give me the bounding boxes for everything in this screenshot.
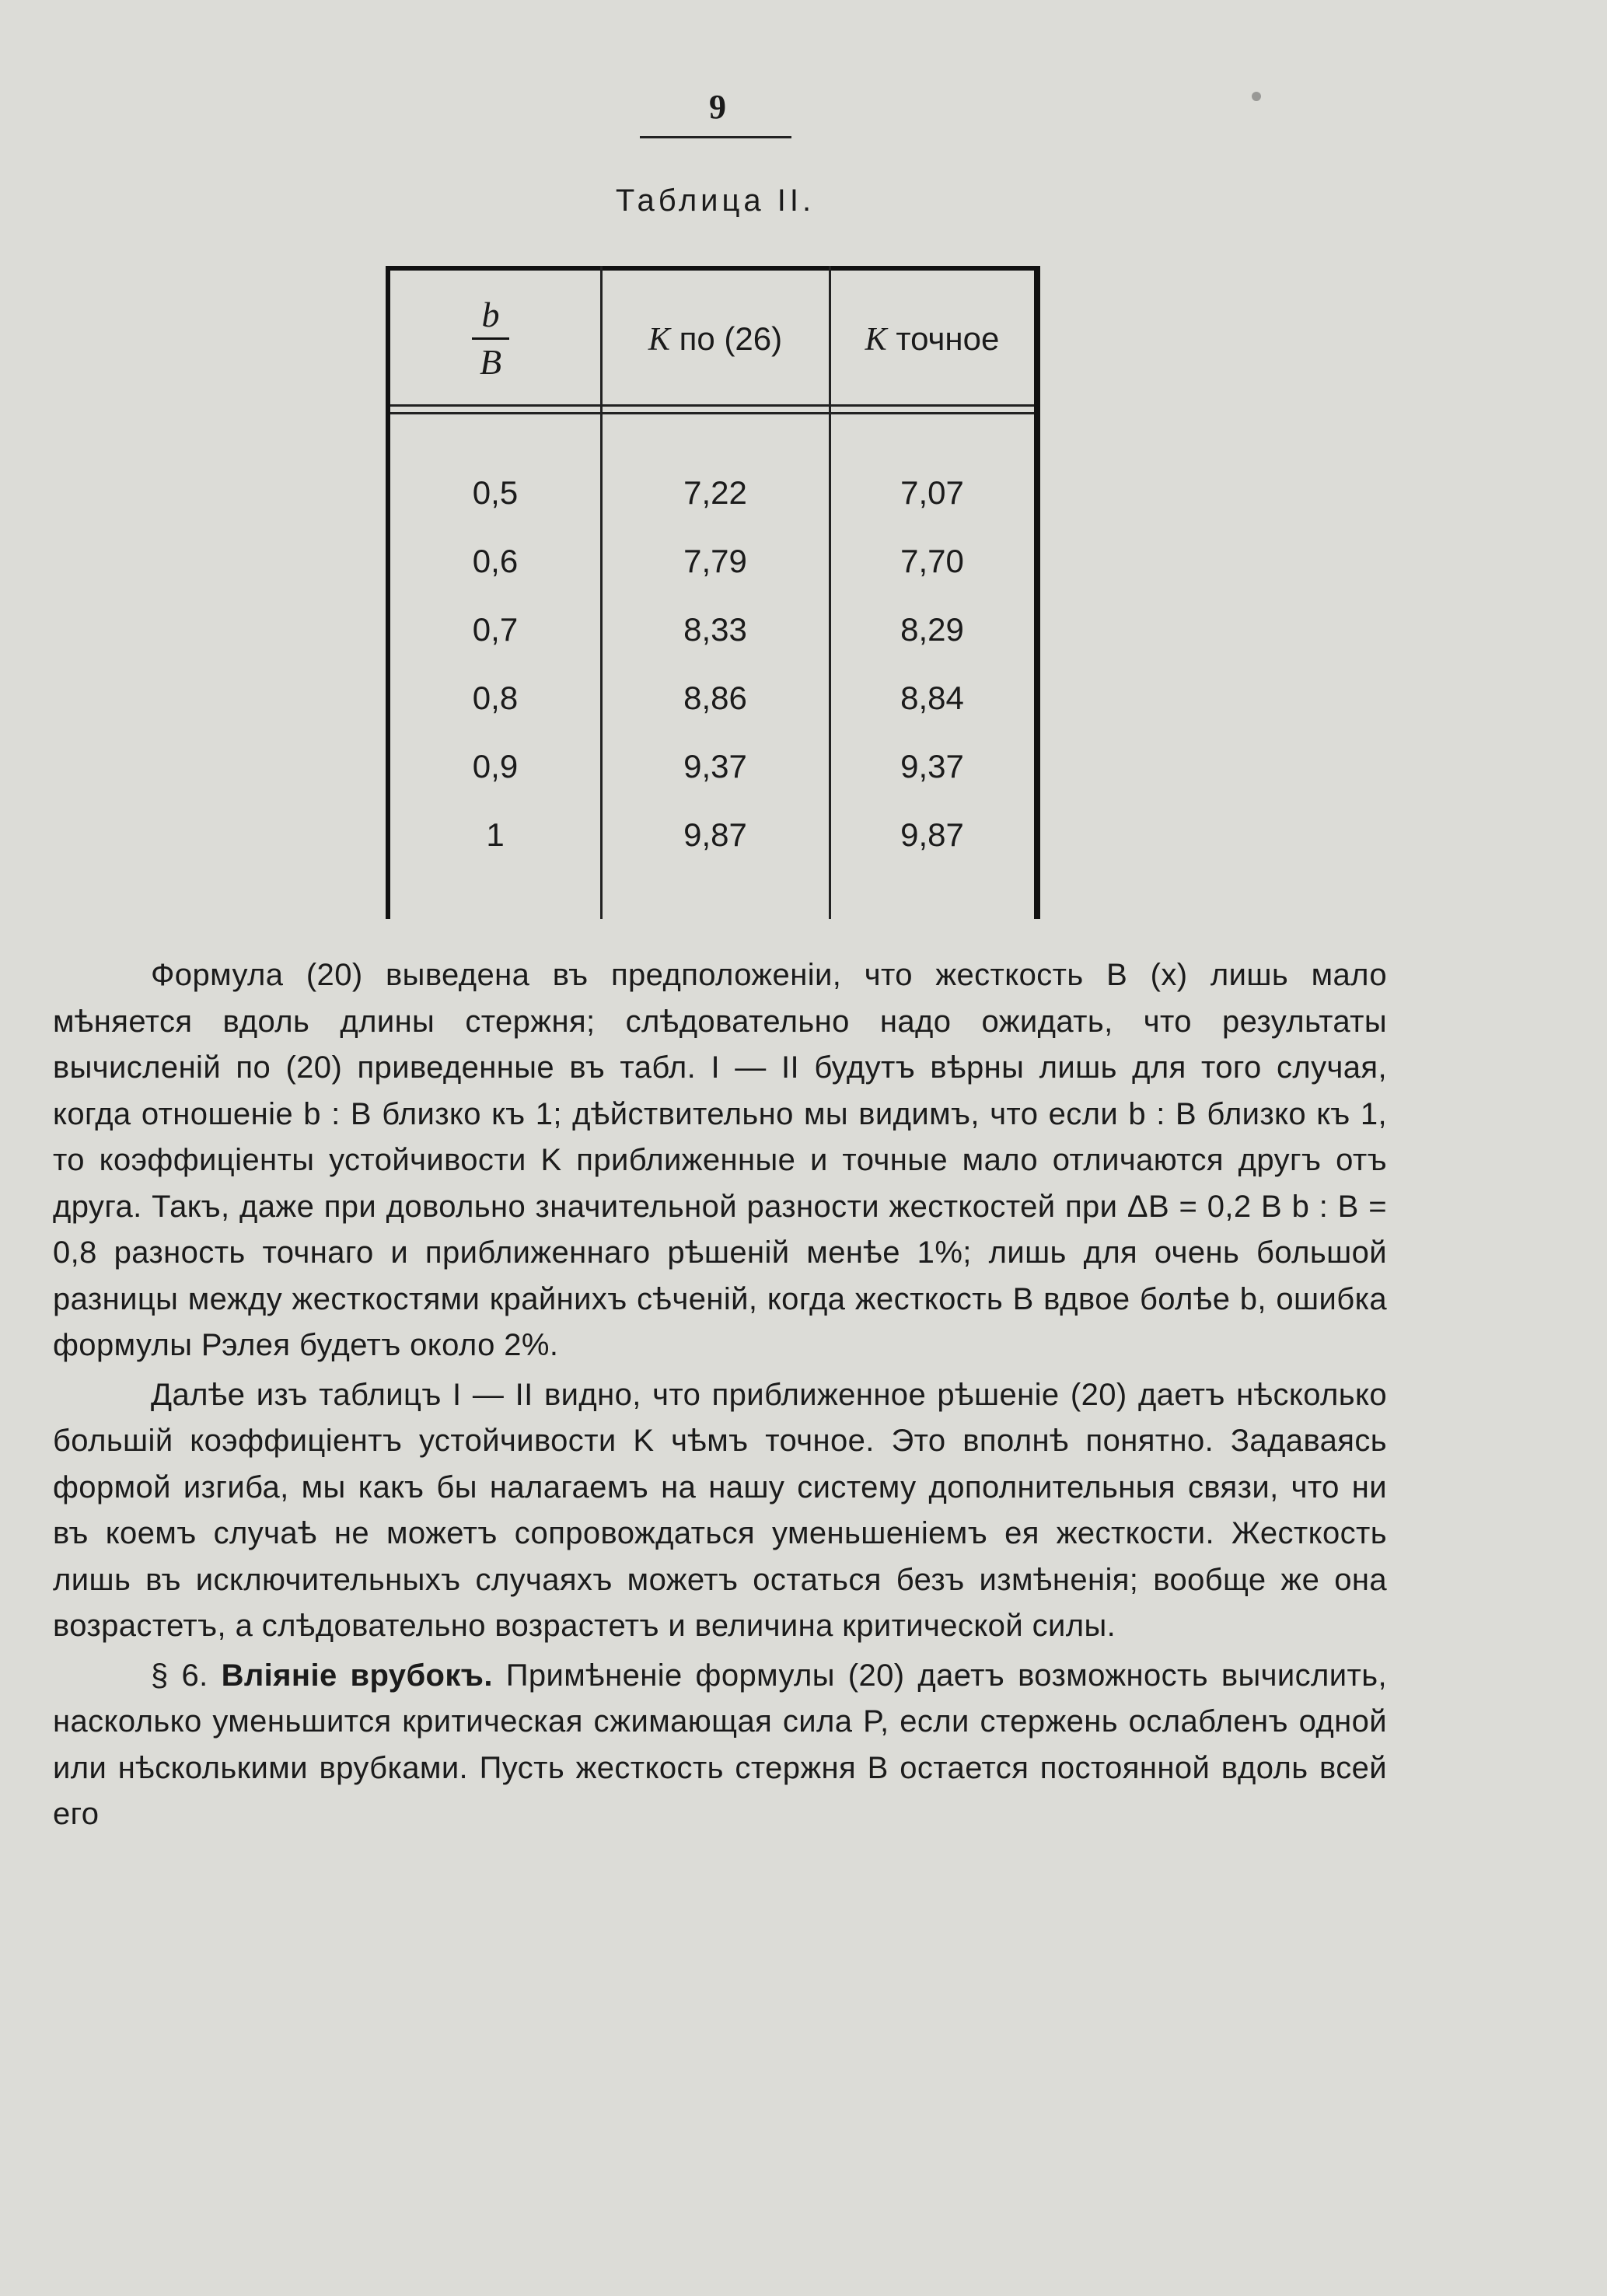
page-number: 9	[709, 88, 726, 126]
header-ratio-denominator: B	[479, 342, 502, 382]
table-right-border	[1034, 266, 1040, 919]
ratio-cell: 0,7	[472, 611, 519, 648]
header-k-formula-label: по (26)	[669, 320, 783, 357]
header-k-exact-label: точное	[886, 320, 1000, 357]
paragraph-table-conclusion: Далѣе изъ таблицъ I — II видно, что приближенное рѣшенie (20) даетъ нѣсколько большiй коэффицiентъ устойчивости K чѣмъ точное. Это вполнѣ понятно. Задаваясь формой изгиба, мы какъ бы налагаемъ на нашу систему дополнительныя связи, что ни въ коемъ случаѣ не можетъ сопровождаться уменьшенiемъ ея жесткости. Жесткость лишь въ исключительныхъ случаяхъ можетъ остаться безъ измѣненiя; вообще же она возрастетъ, а слѣдовательно возрастетъ и величина критической силы.	[53, 1377, 1387, 1643]
header-k-symbol: K	[865, 322, 887, 358]
table-top-border	[386, 266, 1040, 271]
table-row	[390, 543, 1034, 611]
header-k-exact	[830, 320, 1034, 358]
table-title: Таблица II.	[615, 183, 816, 218]
table-row	[390, 611, 1034, 680]
ratio-cell: 1	[486, 816, 505, 853]
paragraph-formula-discussion: Формула (20) выведена въ предположенiи, что жесткость B (x) лишь мало мѣняется вдоль длины стержня; слѣдовательно надо ожидать, что результаты вычисленiй по (20) приведенные въ табл. I — II будутъ вѣрны лишь для того случая, когда отношенie b : B близко къ 1; дѣйствительно мы видимъ, что если b : B близко къ 1, то коэффицiенты устойчивости K приближенные и точные мало отличаются другъ отъ друга. Такъ, даже при довольно значительной разности жесткостей при ΔB = 0,2 B b : B = 0,8 разность точнаго и приближеннаго рѣшенiй менѣе 1%; лишь для очень большой разницы между жесткостями крайнихъ сѣченiй, когда жесткость B вдвое болѣе b, ошибка формулы Рэлея будетъ около 2%.	[53, 958, 1387, 1362]
table-row	[390, 474, 1034, 543]
k-formula-cell: 8,33	[683, 611, 747, 648]
ratio-cell: 0,6	[472, 543, 519, 579]
k-exact-cell: 7,70	[900, 543, 964, 579]
k-exact-cell: 7,07	[900, 474, 964, 511]
k-formula-cell: 8,86	[683, 680, 747, 716]
table-header-rule	[390, 412, 1034, 414]
ratio-cell: 0,8	[472, 680, 519, 716]
section-heading: Влiянie врубокъ.	[221, 1658, 493, 1693]
page-number-rule	[640, 136, 791, 138]
table-row	[390, 816, 1034, 885]
header-ratio-numerator: b	[481, 295, 500, 334]
k-exact-cell: 9,37	[900, 748, 964, 785]
ratio-cell: 0,9	[472, 748, 519, 785]
fraction-bar	[472, 337, 509, 340]
header-k-symbol: K	[648, 322, 670, 358]
body-text	[53, 952, 1387, 1838]
table-row	[390, 748, 1034, 816]
table-header-rule	[390, 404, 1034, 407]
k-formula-cell: 7,79	[683, 543, 747, 579]
header-k-formula	[602, 320, 829, 358]
k-exact-cell: 8,29	[900, 611, 964, 648]
k-formula-cell: 9,87	[683, 816, 747, 853]
paragraph-section-6	[53, 1653, 1387, 1838]
data-table	[386, 266, 1040, 919]
k-exact-cell: 8,84	[900, 680, 964, 716]
header-ratio	[456, 295, 526, 382]
k-formula-cell: 7,22	[683, 474, 747, 511]
section-number: § 6.	[151, 1658, 222, 1693]
table-row	[390, 680, 1034, 748]
k-formula-cell: 9,37	[683, 748, 747, 785]
k-exact-cell: 9,87	[900, 816, 964, 853]
section-text: Примѣненie формулы (20) даетъ возможность вычислить, насколько уменьшится критическая сжимающая сила P, если стержень ослабленъ одной или нѣсколькими врубками. Пусть жесткость стержня B остается постоянной вдоль всей его	[53, 1658, 1387, 1831]
ratio-cell: 0,5	[472, 474, 519, 511]
ink-speck	[1252, 92, 1261, 101]
